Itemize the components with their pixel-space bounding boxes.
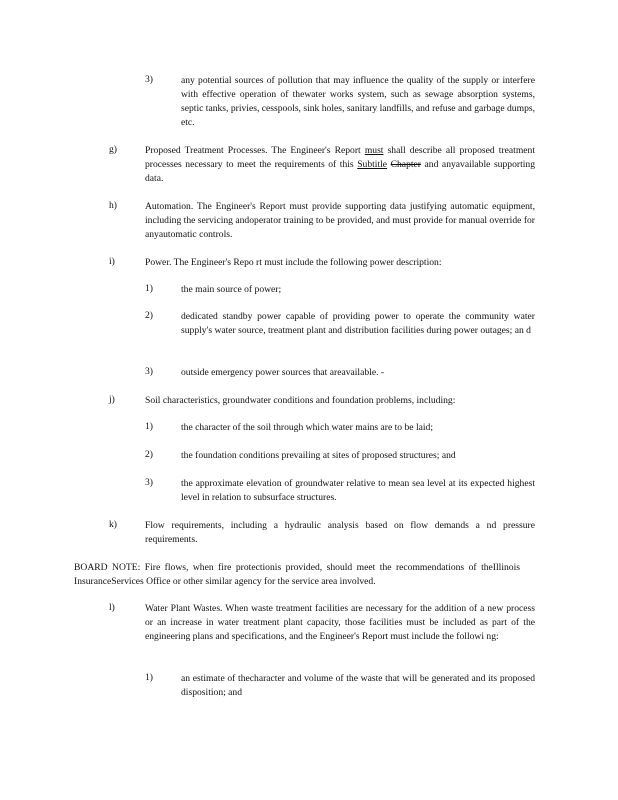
item-text: the approximate elevation of groundwater relative to mean sea level at its expected highest level in relation to subsurface structures. <box>181 478 535 503</box>
item-label: 3) <box>145 477 153 488</box>
item-label: g) <box>109 144 117 155</box>
item-text: Flow requirements, including a hydraulic analysis based on flow demands a nd pressure requirements. <box>145 520 535 545</box>
item-label: k) <box>109 519 117 530</box>
item-label: 2) <box>145 449 153 460</box>
item-text: any potential sources of pollution that may influence the quality of the supply or interfere with effective operation of thewater works system, such as sewage absorption systems, septic tanks, privies, cesspools, sink holes, sanitary landfills, and refuse and garbage dumps, etc. <box>181 75 535 128</box>
item-text: Soil characteristics, groundwater conditions and foundation problems, including: <box>145 395 456 406</box>
item-label: 1) <box>145 283 153 294</box>
item-label: 1) <box>145 421 153 432</box>
item-label: l) <box>109 602 115 613</box>
item-label: 3) <box>145 74 153 85</box>
item-label: h) <box>109 200 117 211</box>
item-text: the character of the soil through which water mains are to be laid; <box>181 422 434 433</box>
text-segment: shall describe all proposed treatment processes necessary to meet the requirements of this <box>145 145 536 170</box>
inserted-text: must <box>364 145 384 156</box>
item-text: dedicated standby power capable of providing power to operate the community water supply's water source, treatment plant and distribution facilities during power outages; an d <box>181 311 535 336</box>
item-text <box>145 144 535 186</box>
item-text: Power. The Engineer's Repo rt must include the following power description: <box>145 257 442 268</box>
item-label: j) <box>109 394 115 405</box>
item-text: Automation. The Engineer's Report must provide supporting data justifying automatic equipment, including the servicing andoperator training to be provided, and must provide for manual override for anyautomatic controls. <box>145 201 535 240</box>
item-text: the foundation conditions prevailing at sites of proposed structures; and <box>181 450 456 461</box>
deleted-text: Chapter <box>390 159 421 170</box>
board-note: BOARD NOTE: Fire flows, when fire protectionis provided, should meet the recommendations of theIllinois InsuranceServices Office or other similar agency for the service area involved. <box>74 562 520 587</box>
item-text: the main source of power; <box>181 284 282 295</box>
item-label: i) <box>109 256 115 267</box>
item-label: 3) <box>145 366 153 377</box>
item-text: Water Plant Wastes. When waste treatment facilities are necessary for the addition of a new process or an increase in water treatment plant capacity, those facilities must be included as part of the engineering plans and specifications, and the Engineer's Report must include the followi ng: <box>145 603 535 642</box>
item-text: an estimate of thecharacter and volume of the waste that will be generated and its proposed disposition; and <box>181 673 535 698</box>
text-segment: and anyavailable supporting data. <box>145 159 535 184</box>
text-segment: Proposed Treatment Processes. The Engineer's Report <box>145 145 365 156</box>
item-label: 2) <box>145 310 153 321</box>
item-text: outside emergency power sources that areavailable. - <box>181 367 385 378</box>
item-label: 1) <box>145 672 153 683</box>
inserted-text: Subtitle <box>357 159 388 170</box>
